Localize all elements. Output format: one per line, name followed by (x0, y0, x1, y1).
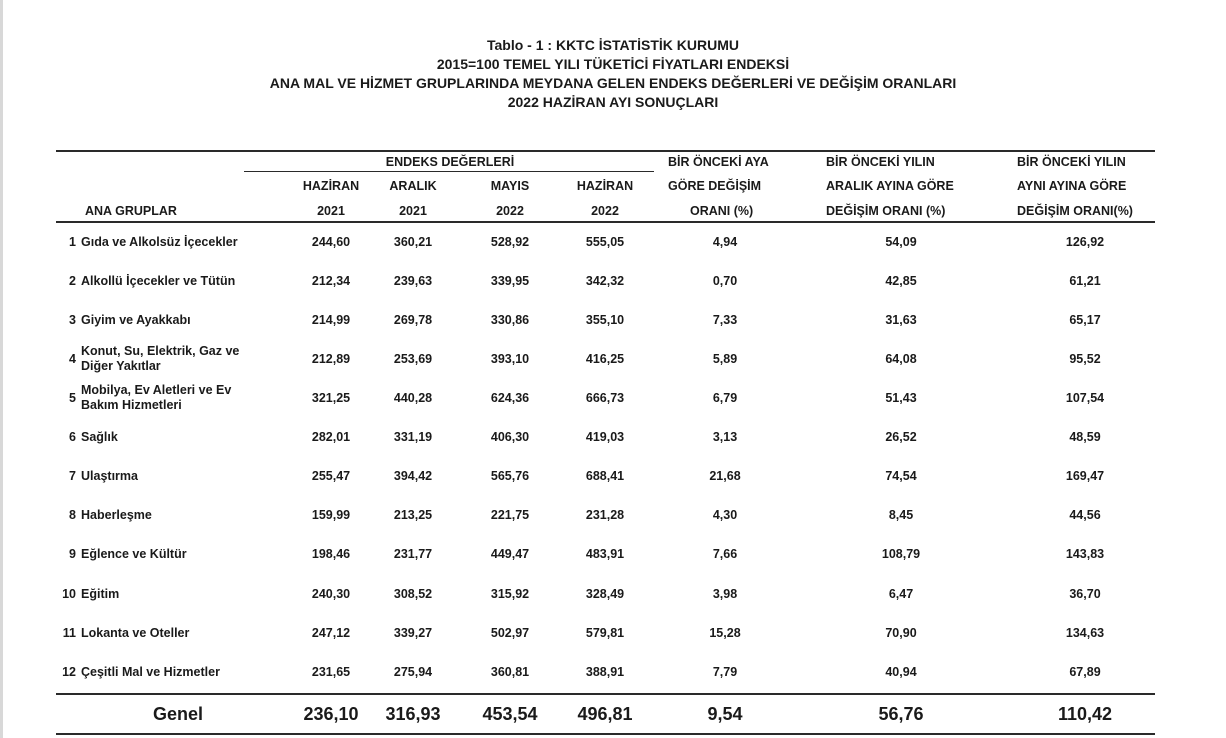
row-value-col-5: 3,13 (712, 430, 738, 444)
header-change-col-3-line-3: DEĞİŞİM ORANI(%) (1017, 204, 1133, 218)
row-value-col-1: 159,99 (311, 508, 351, 522)
row-value-col-2: 269,78 (393, 313, 433, 327)
row-value-col-4: 355,10 (585, 313, 625, 327)
header-index-col-4-year: 2022 (591, 204, 619, 218)
row-value-col-4: 419,03 (585, 430, 625, 444)
row-value-col-5: 5,89 (712, 352, 738, 366)
row-value-col-5: 4,94 (712, 235, 738, 249)
row-value-col-5: 4,30 (712, 508, 738, 522)
row-value-col-6: 26,52 (885, 430, 917, 444)
row-value-col-2: 308,52 (393, 587, 433, 601)
row-value-col-2: 360,21 (393, 235, 433, 249)
row-value-col-3: 565,76 (490, 469, 530, 483)
row-value-col-6: 74,54 (885, 469, 917, 483)
row-value-col-2: 339,27 (393, 626, 433, 640)
row-value-col-7: 61,21 (1069, 274, 1101, 288)
row-number: 10 (62, 587, 76, 601)
total-value-col-7: 110,42 (1057, 704, 1113, 724)
row-value-col-3: 339,95 (490, 274, 530, 288)
table-title-block (0, 36, 1226, 112)
row-value-col-2: 231,77 (393, 547, 433, 561)
row-value-col-3: 406,30 (490, 430, 530, 444)
row-number: 11 (62, 626, 76, 640)
row-value-col-2: 394,42 (393, 469, 433, 483)
header-change-col-3-line-1: BİR ÖNCEKİ YILIN (1017, 155, 1126, 169)
total-value-col-4: 496,81 (577, 704, 633, 724)
row-value-col-4: 231,28 (585, 508, 625, 522)
header-index-col-2-month: ARALIK (389, 179, 437, 193)
row-number: 3 (69, 313, 76, 327)
row-value-col-3: 528,92 (490, 235, 530, 249)
row-label: Eğitim (81, 587, 120, 601)
header-index-col-3-month: MAYIS (490, 179, 530, 193)
row-label-line-2: Bakım Hizmetleri (81, 398, 182, 412)
row-value-col-7: 134,63 (1065, 626, 1105, 640)
row-number: 12 (62, 665, 76, 679)
row-value-col-1: 212,34 (311, 274, 351, 288)
header-index-group: ENDEKS DEĞERLERİ (385, 155, 515, 169)
row-value-col-4: 555,05 (585, 235, 625, 249)
row-label: Ulaştırma (81, 469, 138, 483)
row-value-col-4: 328,49 (585, 587, 625, 601)
row-label-line-2: Diğer Yakıtlar (81, 359, 161, 373)
row-number: 7 (69, 469, 76, 483)
row-label-line-1: Mobilya, Ev Aletleri ve Ev (81, 383, 232, 397)
row-number: 1 (69, 235, 76, 249)
header-change-col-2-line-2: ARALIK AYINA GÖRE (826, 179, 954, 193)
title-line-3: ANA MAL VE HİZMET GRUPLARINDA MEYDANA GELEN ENDEKS DEĞERLERİ VE DEĞİŞİM ORANLARI (269, 75, 957, 91)
row-label: Çeşitli Mal ve Hizmetler (81, 665, 220, 679)
row-value-col-1: 244,60 (311, 235, 351, 249)
row-value-col-1: 198,46 (311, 547, 351, 561)
row-value-col-1: 212,89 (311, 352, 351, 366)
row-value-col-1: 255,47 (311, 469, 351, 483)
row-value-col-4: 579,81 (585, 626, 625, 640)
row-value-col-7: 67,89 (1069, 665, 1101, 679)
title-line-2: 2015=100 TEMEL YILI TÜKETİCİ FİYATLARI ENDEKSİ (436, 56, 790, 72)
row-label (81, 344, 239, 374)
header-index-col-1-year: 2021 (317, 204, 345, 218)
total-value-col-2: 316,93 (385, 704, 441, 724)
row-value-col-5: 3,98 (712, 587, 738, 601)
total-value-col-3: 453,54 (482, 704, 538, 724)
row-number: 9 (69, 547, 76, 561)
row-value-col-6: 70,90 (885, 626, 917, 640)
row-value-col-4: 483,91 (585, 547, 625, 561)
total-value-col-6: 56,76 (878, 704, 924, 724)
rule-header-bottom (56, 221, 1155, 223)
row-value-col-2: 253,69 (393, 352, 433, 366)
row-value-col-7: 65,17 (1069, 313, 1101, 327)
row-number: 8 (69, 508, 76, 522)
row-value-col-4: 388,91 (585, 665, 625, 679)
row-value-col-7: 36,70 (1069, 587, 1101, 601)
rule-bottom (56, 733, 1155, 735)
header-change-col-2-line-3: DEĞİŞİM ORANI (%) (826, 204, 946, 218)
row-value-col-3: 330,86 (490, 313, 530, 327)
header-change-col-1-line-1: BİR ÖNCEKİ AYA (668, 155, 769, 169)
row-label: Haberleşme (81, 508, 152, 522)
total-value-col-5: 9,54 (707, 704, 743, 724)
row-value-col-5: 6,79 (712, 391, 738, 405)
row-label-line-1: Konut, Su, Elektrik, Gaz ve (81, 344, 240, 358)
row-label: Sağlık (81, 430, 118, 444)
header-change-col-1-line-3: ORANI (%) (690, 204, 754, 218)
title-line-4: 2022 HAZİRAN AYI SONUÇLARI (507, 94, 719, 110)
row-value-col-6: 31,63 (885, 313, 917, 327)
row-number: 2 (69, 274, 76, 288)
row-value-col-5: 21,68 (709, 469, 741, 483)
row-value-col-7: 143,83 (1065, 547, 1105, 561)
row-value-col-1: 240,30 (311, 587, 351, 601)
total-label: Genel (153, 704, 204, 724)
row-label (81, 383, 231, 413)
row-value-col-3: 449,47 (490, 547, 530, 561)
row-value-col-5: 7,66 (712, 547, 738, 561)
rule-index-group (244, 171, 654, 172)
row-value-col-6: 40,94 (885, 665, 917, 679)
row-value-col-3: 360,81 (490, 665, 530, 679)
row-value-col-4: 342,32 (585, 274, 625, 288)
row-value-col-6: 8,45 (888, 508, 914, 522)
row-value-col-4: 688,41 (585, 469, 625, 483)
row-value-col-7: 126,92 (1065, 235, 1105, 249)
row-label: Gıda ve Alkolsüz İçecekler (81, 235, 238, 249)
row-value-col-3: 221,75 (490, 508, 530, 522)
title-line-1: Tablo - 1 : KKTC İSTATİSTİK KURUMU (487, 37, 739, 53)
row-value-col-5: 15,28 (709, 626, 741, 640)
row-value-col-1: 282,01 (311, 430, 351, 444)
row-value-col-7: 107,54 (1065, 391, 1105, 405)
row-value-col-2: 239,63 (393, 274, 433, 288)
row-number: 6 (69, 430, 76, 444)
row-value-col-5: 0,70 (712, 274, 738, 288)
rule-top (56, 150, 1155, 152)
header-group-col: ANA GRUPLAR (85, 204, 177, 218)
rule-before-total (56, 693, 1155, 695)
header-change-col-3-line-2: AYNI AYINA GÖRE (1017, 179, 1127, 193)
row-value-col-1: 231,65 (311, 665, 351, 679)
row-value-col-5: 7,79 (712, 665, 738, 679)
total-value-col-1: 236,10 (303, 704, 359, 724)
header-index-col-1-month: HAZİRAN (302, 179, 360, 193)
header-change-col-2-line-1: BİR ÖNCEKİ YILIN (826, 155, 935, 169)
row-value-col-6: 42,85 (885, 274, 917, 288)
row-value-col-6: 54,09 (885, 235, 917, 249)
row-label: Lokanta ve Oteller (81, 626, 190, 640)
row-label: Giyim ve Ayakkabı (81, 313, 191, 327)
row-number: 5 (69, 391, 76, 405)
row-value-col-6: 6,47 (888, 587, 914, 601)
row-value-col-6: 108,79 (881, 547, 921, 561)
header-index-col-3-year: 2022 (496, 204, 524, 218)
header-index-col-4-month: HAZİRAN (576, 179, 634, 193)
row-value-col-1: 321,25 (311, 391, 351, 405)
row-value-col-2: 440,28 (393, 391, 433, 405)
row-value-col-2: 331,19 (393, 430, 433, 444)
row-value-col-7: 44,56 (1069, 508, 1101, 522)
row-value-col-3: 502,97 (490, 626, 530, 640)
row-value-col-4: 666,73 (585, 391, 625, 405)
row-value-col-7: 95,52 (1069, 352, 1101, 366)
row-value-col-3: 315,92 (490, 587, 530, 601)
row-value-col-2: 213,25 (393, 508, 433, 522)
row-value-col-7: 169,47 (1065, 469, 1105, 483)
row-value-col-4: 416,25 (585, 352, 625, 366)
row-label: Alkollü İçecekler ve Tütün (81, 274, 236, 288)
row-value-col-6: 64,08 (885, 352, 917, 366)
row-value-col-3: 393,10 (490, 352, 530, 366)
row-value-col-1: 247,12 (311, 626, 351, 640)
row-value-col-3: 624,36 (490, 391, 530, 405)
header-change-col-1-line-2: GÖRE DEĞİŞİM (668, 179, 762, 193)
row-value-col-1: 214,99 (311, 313, 351, 327)
row-number: 4 (69, 352, 76, 366)
header-index-col-2-year: 2021 (399, 204, 427, 218)
row-value-col-2: 275,94 (393, 665, 433, 679)
row-label: Eğlence ve Kültür (81, 547, 187, 561)
row-value-col-5: 7,33 (712, 313, 738, 327)
row-value-col-6: 51,43 (885, 391, 917, 405)
row-value-col-7: 48,59 (1069, 430, 1101, 444)
